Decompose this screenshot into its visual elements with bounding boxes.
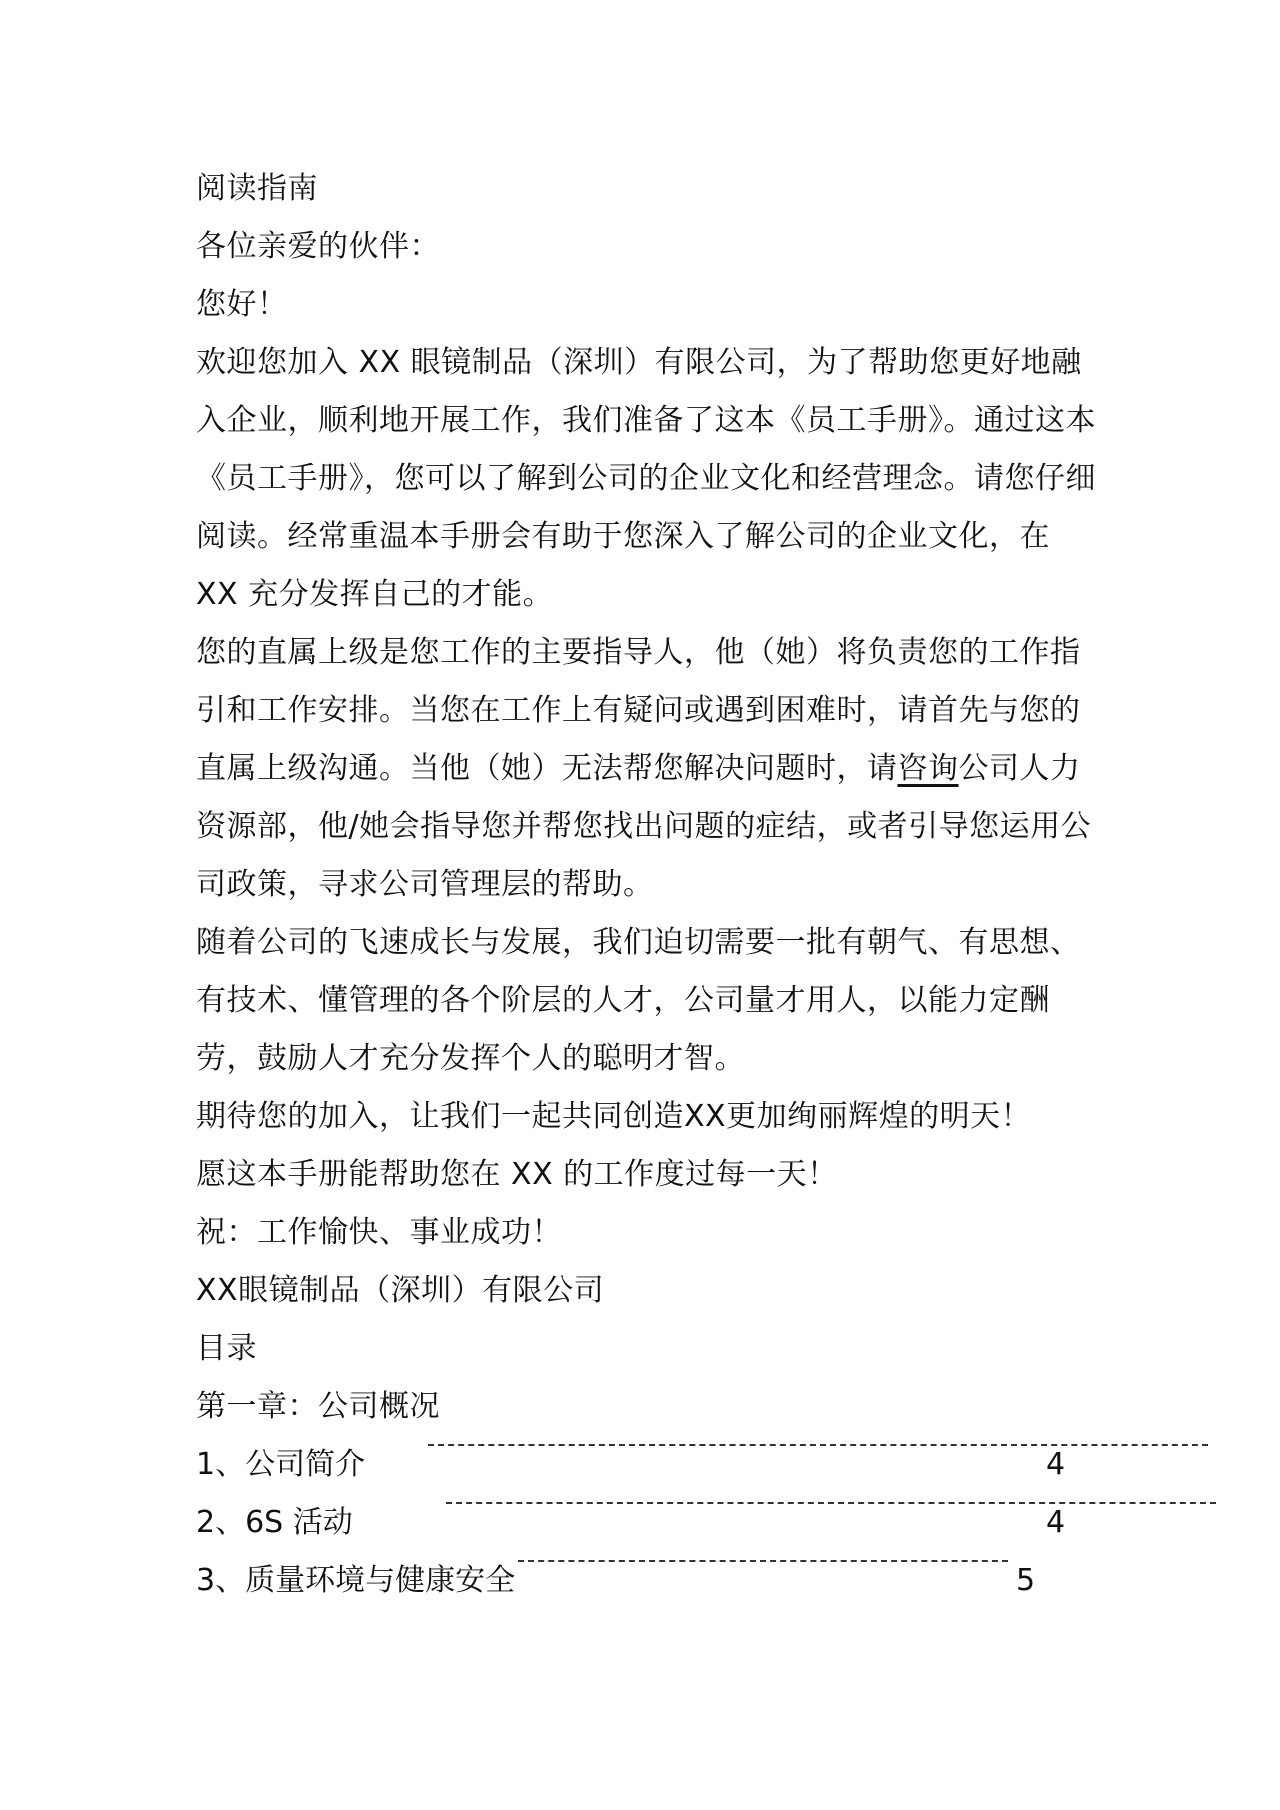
growth-paragraph: 随着公司的飞速成长与发展，我们迫切需要一批有朝气、有思想、有技术、懂管理的各个阶层的人才，公司量才用人，以能力定酬劳，鼓励人才充分发挥个人的聪明才智。 (196, 925, 1081, 1076)
supervisor-text-after: 公司人力资源部，他/她会指导您并帮您找出问题的症结，或者引导您运用公司政策，寻求公司管理层的帮助。 (196, 751, 1092, 902)
toc-title: 目录 (196, 1331, 257, 1366)
toc-entry-page: 5 (1016, 1563, 1036, 1598)
heading: 阅读指南 (196, 171, 318, 206)
toc-entry[interactable] (196, 1552, 1096, 1610)
toc-leader-dots (446, 1502, 1216, 1504)
toc-chapter-1: 第一章：公司概况 (196, 1389, 440, 1424)
toc-entry-page: 4 (1046, 1505, 1066, 1540)
toc-entry-title: 1、公司简介 (196, 1447, 366, 1482)
salutation: 各位亲爱的伙伴： (196, 229, 440, 264)
toc-leader-dots (428, 1444, 1208, 1446)
document-page (196, 160, 1096, 1610)
greeting: 您好！ (196, 287, 288, 322)
toc-entry[interactable] (196, 1494, 1096, 1552)
supervisor-paragraph (196, 624, 1096, 914)
welcome-paragraph: 欢迎您加入 XX 眼镜制品（深圳）有限公司，为了帮助您更好地融入企业，顺利地开展工作，我们准备了这本《员工手册》。通过这本《员工手册》，您可以了解到公司的企业文化和经营理念。请您仔细阅读。经常重温本手册会有助于您深入了解公司的企业文化，在 XX 充分发挥自己的才能。 (196, 345, 1096, 612)
closing-line-1: 期待您的加入，让我们一起共同创造XX更加绚丽辉煌的明天！ (196, 1099, 1032, 1134)
closing-line-3: 祝：工作愉快、事业成功！ (196, 1215, 562, 1250)
supervisor-text-before: 您的直属上级是您工作的主要指导人，他（她）将负责您的工作指引和工作安排。当您在工作上有疑问或遇到困难时，请首先与您的直属上级沟通。当他（她）无法帮您解决问题时，请 (196, 635, 1081, 786)
toc-entry-title: 3、质量环境与健康安全 (196, 1563, 516, 1598)
company-signature: XX眼镜制品（深圳）有限公司 (196, 1273, 605, 1308)
toc-entry-title: 2、6S 活动 (196, 1505, 353, 1540)
toc-entry-page: 4 (1046, 1447, 1066, 1482)
underlined-word: 咨询 (897, 751, 959, 786)
toc-entry[interactable] (196, 1436, 1096, 1494)
closing-line-2: 愿这本手册能帮助您在 XX 的工作度过每一天！ (196, 1157, 838, 1192)
toc-leader-dots (518, 1560, 1008, 1562)
